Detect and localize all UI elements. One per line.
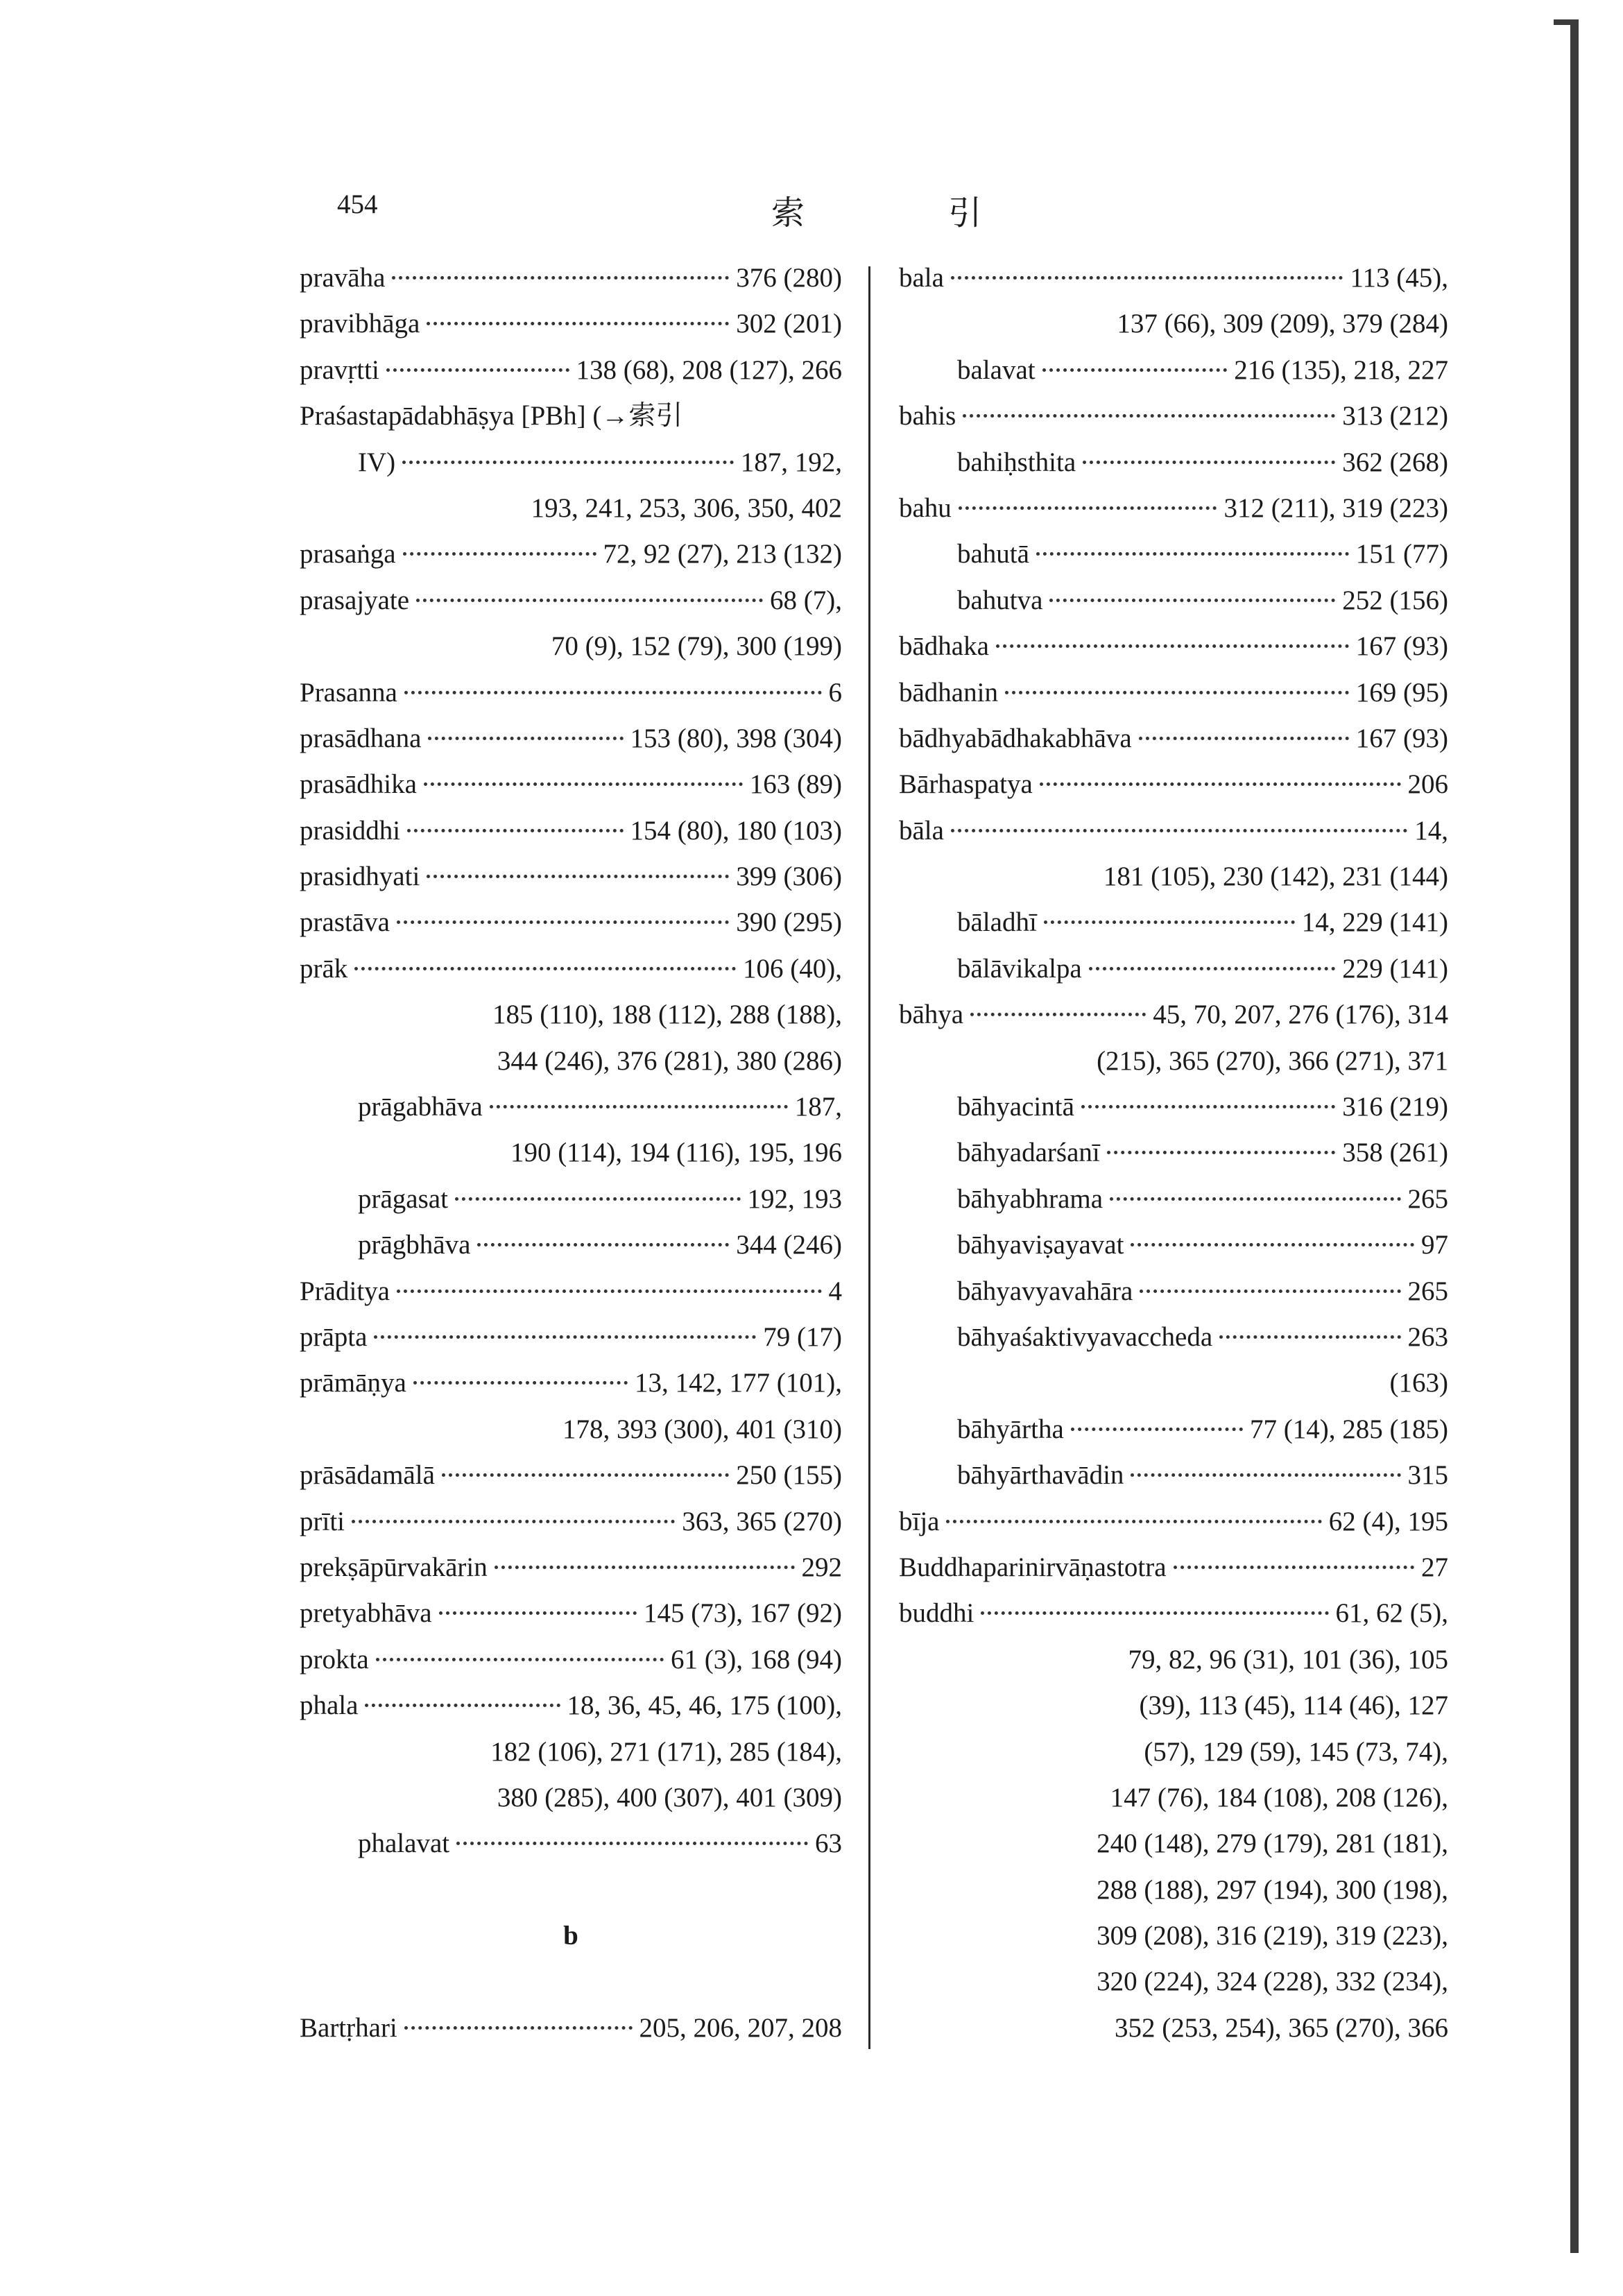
index-entry [899, 1591, 1448, 1636]
index-term: prāpta [300, 1321, 368, 1352]
dot-leader [981, 1611, 1328, 1615]
index-entry [300, 1314, 842, 1360]
index-term: phalavat [358, 1828, 450, 1859]
index-entry [300, 1591, 842, 1636]
page-references: 182 (106), 271 (171), 285 (184), [490, 1736, 842, 1767]
index-term: bāladhī [957, 907, 1037, 938]
index-entry-text: Praśastapādabhāṣya [PBh] (→索引 [300, 401, 683, 431]
index-continuation [899, 1729, 1448, 1775]
index-entry [899, 1130, 1448, 1176]
index-term: prāgbhāva [358, 1230, 471, 1260]
index-entry [300, 808, 842, 854]
index-entry [300, 1637, 842, 1683]
dot-leader [354, 967, 736, 970]
page-references: 97 [1421, 1230, 1448, 1260]
index-continuation [899, 1867, 1448, 1913]
index-entry [300, 1453, 842, 1498]
index-term: bāhyaviṣayavat [957, 1230, 1124, 1260]
dot-leader [397, 920, 729, 924]
page-references: 302 (201) [736, 309, 842, 339]
index-entry [899, 1222, 1448, 1268]
index-term: bādhaka [899, 631, 989, 662]
index-entry [899, 900, 1448, 945]
running-head: 索 引 [771, 194, 1049, 232]
index-entry [300, 762, 842, 807]
column-divider [868, 266, 870, 2049]
dot-leader [1219, 1335, 1400, 1339]
page-references: 169 (95) [1355, 677, 1448, 708]
index-term: bāhyaśaktivyavaccheda [957, 1321, 1213, 1352]
page-references: 153 (80), 398 (304) [630, 723, 842, 753]
index-entry [300, 1360, 842, 1406]
dot-leader [365, 1704, 560, 1707]
index-term: Bārhaspatya [899, 769, 1033, 800]
index-entry [899, 762, 1448, 807]
dot-leader [1139, 737, 1349, 740]
dot-leader [413, 1381, 628, 1385]
page-references: 137 (66), 309 (209), 379 (284) [1117, 309, 1448, 339]
index-entry [899, 578, 1448, 624]
index-term: bāhyabhrama [957, 1183, 1104, 1214]
page-references: 315 [1407, 1460, 1448, 1491]
index-term: pravibhāga [300, 309, 420, 339]
page-references: 288 (188), 297 (194), 300 (198), [1097, 1874, 1448, 1905]
page-references: 187, 192, [740, 447, 842, 477]
index-term: IV) [358, 447, 396, 477]
index-term: pretyabhāva [300, 1598, 432, 1629]
index-term: buddhi [899, 1598, 974, 1629]
page-references: 263 [1407, 1321, 1448, 1352]
index-term: Buddhaparinirvāṇastotra [899, 1552, 1167, 1582]
page-references: 190 (114), 194 (116), 195, 196 [510, 1138, 842, 1168]
page-references: 13, 142, 177 (101), [635, 1368, 842, 1398]
index-column-right [899, 255, 1448, 2051]
index-entry [899, 1176, 1448, 1222]
index-term: bāhyārthavādin [957, 1460, 1124, 1491]
index-entry [300, 2005, 842, 2051]
index-term: prokta [300, 1644, 369, 1674]
page-references: 240 (148), 279 (179), 281 (181), [1097, 1828, 1448, 1859]
dot-leader [1083, 461, 1335, 464]
dot-leader [456, 1842, 808, 1845]
page-references: 358 (261) [1342, 1138, 1448, 1168]
page-references: (57), 129 (59), 145 (73, 74), [1144, 1736, 1448, 1767]
index-entry [300, 716, 842, 762]
index-continuation [300, 1130, 842, 1176]
index-term: Prasanna [300, 677, 397, 708]
index-entry [300, 531, 842, 577]
index-term: bala [899, 263, 944, 293]
index-entry [300, 348, 842, 393]
page-references: 14, 229 (141) [1301, 907, 1448, 938]
index-entry [899, 946, 1448, 992]
page-references: 106 (40), [743, 953, 842, 984]
index-continuation [300, 1775, 842, 1821]
page-references: (215), 365 (270), 366 (271), 371 [1097, 1045, 1448, 1076]
dot-leader [490, 1105, 788, 1108]
page-references: (163) [1389, 1368, 1448, 1398]
dot-leader [1071, 1428, 1243, 1431]
dot-leader [439, 1611, 637, 1615]
page-references: 205, 206, 207, 208 [639, 2012, 842, 2043]
page-references: 216 (135), 218, 227 [1234, 354, 1448, 385]
index-entry [300, 1222, 842, 1268]
page-references: 187, [794, 1092, 842, 1122]
index-term: bālāvikalpa [957, 953, 1082, 984]
index-continuation [300, 624, 842, 669]
page-references: 145 (73), 167 (92) [644, 1598, 842, 1629]
dot-leader [951, 276, 1343, 280]
index-term: prāgasat [358, 1183, 448, 1214]
page-references: 252 (156) [1342, 585, 1448, 615]
index-entry [899, 1084, 1448, 1130]
index-term: prastāva [300, 907, 390, 938]
dot-leader [1140, 1290, 1400, 1293]
index-entry [300, 255, 842, 301]
index-entry [899, 1314, 1448, 1360]
index-term: pravṛtti [300, 354, 379, 385]
index-term: pravāha [300, 263, 386, 293]
index-term: bāhya [899, 1000, 964, 1030]
dot-leader [392, 276, 729, 280]
page-references: 344 (246) [736, 1230, 842, 1260]
dot-leader [427, 322, 729, 325]
dot-leader [428, 737, 623, 740]
page-references: 167 (93) [1355, 723, 1448, 753]
index-term: prekṣāpūrvakārin [300, 1552, 488, 1582]
dot-leader [376, 1658, 664, 1661]
page-references: 309 (208), 316 (219), 319 (223), [1097, 1921, 1448, 1951]
index-continuation [300, 992, 842, 1038]
dot-leader [1049, 599, 1335, 602]
dot-leader [402, 461, 734, 464]
index-continuation [899, 1959, 1448, 2005]
dot-leader [996, 644, 1349, 648]
dot-leader [424, 782, 743, 786]
dot-leader [1089, 967, 1336, 970]
index-entry [300, 301, 842, 347]
page-references: 27 [1421, 1552, 1448, 1582]
index-term: bīja [899, 1506, 940, 1536]
index-entry [300, 578, 842, 624]
page-references: 265 [1407, 1183, 1448, 1214]
index-entry [899, 486, 1448, 531]
page-references: 380 (285), 400 (307), 401 (309) [497, 1782, 842, 1813]
page-references: 352 (253, 254), 365 (270), 366 [1115, 2012, 1448, 2043]
dot-leader [946, 1520, 1321, 1523]
index-term: prāk [300, 953, 348, 984]
index-continuation [899, 1821, 1448, 1867]
index-entry [899, 1545, 1448, 1591]
index-continuation [300, 1729, 842, 1775]
index-entry [899, 1407, 1448, 1453]
page-references: 192, 193 [747, 1183, 842, 1214]
page-references: 163 (89) [749, 769, 842, 800]
page-references: 320 (224), 324 (228), 332 (234), [1097, 1967, 1448, 1997]
index-term: prasidhyati [300, 862, 420, 892]
index-term: bahiḥsthita [957, 447, 1076, 477]
index-term: bāhyārtha [957, 1414, 1064, 1444]
index-entry [300, 1269, 842, 1314]
index-continuation [899, 1913, 1448, 1959]
page-references: 250 (155) [736, 1460, 842, 1491]
index-entry [300, 1176, 842, 1222]
dot-leader [1174, 1566, 1414, 1569]
page-references: 316 (219) [1342, 1092, 1448, 1122]
page-references: 312 (211), 319 (223) [1223, 492, 1448, 523]
page-references: 362 (268) [1342, 447, 1448, 477]
index-entry [899, 393, 1448, 439]
page-references: 77 (14), 285 (185) [1250, 1414, 1448, 1444]
dot-leader [1005, 691, 1349, 694]
dot-leader [455, 1197, 741, 1201]
index-term: prasaṅga [300, 539, 396, 569]
index-term: Prāditya [300, 1276, 390, 1306]
page-references: 79 (17) [763, 1321, 842, 1352]
page-references: 4 [828, 1276, 842, 1306]
index-term: bāhyadarśanī [957, 1138, 1100, 1168]
dot-leader [404, 691, 822, 694]
dot-leader [374, 1335, 756, 1339]
page-references: 151 (77) [1355, 539, 1448, 569]
index-entry [899, 1269, 1448, 1314]
index-term: bahis [899, 401, 956, 431]
dot-leader [404, 2026, 633, 2030]
index-entry [899, 716, 1448, 762]
page-references: 138 (68), 208 (127), 266 [576, 354, 842, 385]
index-continuation [899, 1360, 1448, 1406]
index-term: bāhyavyavahāra [957, 1276, 1133, 1306]
index-term: bādhanin [899, 677, 998, 708]
index-continuation [899, 1775, 1448, 1821]
index-entry [300, 1084, 842, 1130]
index-entry [300, 1545, 842, 1591]
page-references: 167 (93) [1355, 631, 1448, 662]
page-number: 454 [337, 189, 378, 219]
index-term: Bartṛhari [300, 2012, 397, 2043]
index-term: phala [300, 1690, 359, 1721]
page-references: 147 (76), 184 (108), 208 (126), [1110, 1782, 1448, 1813]
index-term: bādhyabādhakabhāva [899, 723, 1132, 753]
page-references: 72, 92 (27), 213 (132) [603, 539, 842, 569]
page-references: (39), 113 (45), 114 (46), 127 [1139, 1690, 1448, 1721]
index-continuation [899, 301, 1448, 347]
page-references: 70 (9), 152 (79), 300 (199) [551, 631, 842, 662]
index-entry [300, 854, 842, 900]
binding-edge-tick [1554, 19, 1579, 25]
index-continuation [899, 2005, 1448, 2051]
page-references: 79, 82, 96 (31), 101 (36), 105 [1128, 1644, 1448, 1674]
index-term: prasādhika [300, 769, 417, 800]
dot-leader [427, 875, 729, 878]
dot-leader [1081, 1105, 1335, 1108]
page-references: 265 [1407, 1276, 1448, 1306]
dot-leader [442, 1473, 729, 1477]
index-term: prasādhana [300, 723, 422, 753]
dot-leader [959, 506, 1217, 510]
index-continuation [899, 1683, 1448, 1729]
index-entry [899, 440, 1448, 486]
index-entry [899, 1499, 1448, 1545]
section-letter: b [563, 1921, 578, 1951]
page-references: 313 (212) [1342, 401, 1448, 431]
index-term: bāhyacintā [957, 1092, 1074, 1122]
index-term: bahutā [957, 539, 1029, 569]
page-references: 6 [828, 677, 842, 708]
index-term: prāsādamālā [300, 1460, 435, 1491]
page-references: 113 (45), [1350, 263, 1448, 293]
index-continuation [899, 1637, 1448, 1683]
index-entry [899, 531, 1448, 577]
page-references: 178, 393 (300), 401 (310) [563, 1414, 842, 1444]
page-references: 62 (4), 195 [1328, 1506, 1448, 1536]
index-continuation [300, 1038, 842, 1084]
dot-leader [1036, 552, 1349, 556]
index-term: prasiddhi [300, 815, 401, 846]
index-entry [899, 808, 1448, 854]
dot-leader [1040, 782, 1401, 786]
dot-leader [1044, 920, 1295, 924]
dot-leader [951, 829, 1407, 832]
dot-leader [1042, 368, 1228, 372]
dot-leader [416, 599, 763, 602]
index-entry [300, 946, 842, 992]
index-term: bahutva [957, 585, 1043, 615]
dot-leader [407, 829, 623, 832]
page-references: 61 (3), 168 (94) [671, 1644, 842, 1674]
page-references: 229 (141) [1342, 953, 1448, 984]
index-entry [300, 1821, 842, 1867]
binding-edge [1570, 19, 1579, 2253]
page-references: 376 (280) [736, 263, 842, 293]
index-continuation [899, 1038, 1448, 1084]
page-references: 63 [815, 1828, 842, 1859]
index-entry [899, 670, 1448, 716]
page-references: 292 [801, 1552, 842, 1582]
dot-leader [1131, 1243, 1414, 1246]
page-references: 181 (105), 230 (142), 231 (144) [1103, 862, 1448, 892]
index-term: bahu [899, 492, 952, 523]
page-references: 18, 36, 45, 46, 175 (100), [567, 1690, 842, 1721]
dot-leader [397, 1290, 822, 1293]
page-references: 390 (295) [736, 907, 842, 938]
dot-leader [352, 1520, 675, 1523]
index-entry [899, 992, 1448, 1038]
dot-leader [963, 414, 1335, 418]
index-entry [300, 900, 842, 945]
page-references: 61, 62 (5), [1335, 1598, 1448, 1629]
index-entry [899, 255, 1448, 301]
index-entry [899, 1453, 1448, 1498]
index-term: bāla [899, 815, 944, 846]
dot-leader [1110, 1197, 1400, 1201]
index-column-left [300, 255, 842, 2051]
page-references: 154 (80), 180 (103) [630, 815, 842, 846]
dot-leader [403, 552, 596, 556]
page-references: 45, 70, 207, 276 (176), 314 [1153, 1000, 1448, 1030]
page-references: 68 (7), [770, 585, 842, 615]
index-entry [899, 624, 1448, 669]
dot-leader [1131, 1473, 1400, 1477]
index-entry [300, 670, 842, 716]
index-entry [300, 1499, 842, 1545]
dot-leader [970, 1013, 1146, 1016]
index-entry [300, 440, 842, 486]
dot-leader [1107, 1151, 1336, 1154]
index-term: prāmāṇya [300, 1368, 406, 1398]
page-references: 399 (306) [736, 862, 842, 892]
dot-leader [495, 1566, 795, 1569]
dot-leader [386, 368, 569, 372]
index-entry [899, 348, 1448, 393]
page-references: 14, [1414, 815, 1448, 846]
index-continuation [899, 854, 1448, 900]
page-references: 193, 241, 253, 306, 350, 402 [531, 492, 842, 523]
index-entry [300, 1683, 842, 1729]
page-references: 185 (110), 188 (112), 288 (188), [492, 1000, 842, 1030]
page-references: 344 (246), 376 (281), 380 (286) [497, 1045, 842, 1076]
index-continuation [300, 1407, 842, 1453]
dot-leader [477, 1243, 729, 1246]
page-references: 206 [1407, 769, 1448, 800]
index-continuation [300, 486, 842, 531]
page-references: 363, 365 (270) [682, 1506, 842, 1536]
index-term: balavat [957, 354, 1036, 385]
index-term: prīti [300, 1506, 345, 1536]
index-term: prasajyate [300, 585, 410, 615]
index-term: prāgabhāva [358, 1092, 483, 1122]
